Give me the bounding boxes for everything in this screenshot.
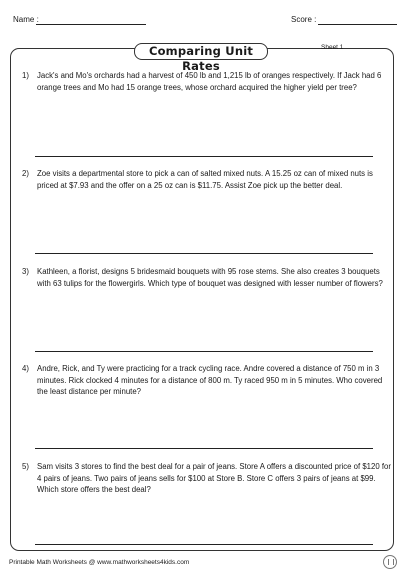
question-number: 2): [22, 169, 29, 178]
answer-line-5[interactable]: [35, 544, 373, 545]
answer-line-1[interactable]: [35, 156, 373, 157]
worksheet-title: Comparing Unit Rates: [134, 43, 268, 60]
score-field[interactable]: [291, 15, 316, 25]
logo-icon: [383, 555, 397, 569]
question-number: 5): [22, 462, 29, 471]
name-label: Name :: [13, 15, 39, 24]
footer-credit: Printable Math Worksheets @ www.mathworksheets4kids.com: [9, 559, 190, 566]
answer-line-4[interactable]: [35, 448, 373, 449]
sheet-label: Sheet 1: [321, 44, 344, 51]
score-label: Score :: [291, 15, 317, 24]
question-number: 1): [22, 71, 29, 80]
question-text: Zoe visits a departmental store to pick a can of salted mixed nuts. A 15.25 oz can of mixed nuts is priced at $7.93 and the offer on a 25 oz can is $11.75. Assist Zoe pick up the better deal.: [37, 169, 373, 190]
question-number: 4): [22, 364, 29, 373]
question-text: Jack's and Mo's orchards had a harvest of 450 lb and 1,215 lb of oranges respectively. If Jack had 6 orange trees and Mo had 15 orange trees, whose orchard acquired the higher yield per tree?: [37, 71, 382, 92]
question-text: Andre, Rick, and Ty were practicing for a track cycling race. Andre covered a distance of 750 m in 3 minutes. Rick clocked 4 minutes for a distance of 800 m. Ty raced 950 m in 5 minutes. Who covered the least distance per minute?: [37, 364, 383, 396]
question-text: Sam visits 3 stores to find the best deal for a pair of jeans. Store A offers a discounted price of $120 for 4 pairs of jeans. Two pairs of jeans sells for $100 at Store B. Store C offers 3 pairs of jeans at $99. Which store offers the best deal?: [37, 462, 391, 494]
score-line[interactable]: [318, 24, 397, 25]
name-field[interactable]: [13, 15, 39, 25]
answer-line-2[interactable]: [35, 253, 373, 254]
answer-line-3[interactable]: [35, 351, 373, 352]
question-text: Kathleen, a florist, designs 5 bridesmaid bouquets with 95 rose stems. She also creates 3 bouquets with 63 tulips for the flowergirls. Which type of bouquet was designed with lesser number of flowers?: [37, 267, 383, 288]
name-line[interactable]: [36, 24, 146, 25]
question-number: 3): [22, 267, 29, 276]
